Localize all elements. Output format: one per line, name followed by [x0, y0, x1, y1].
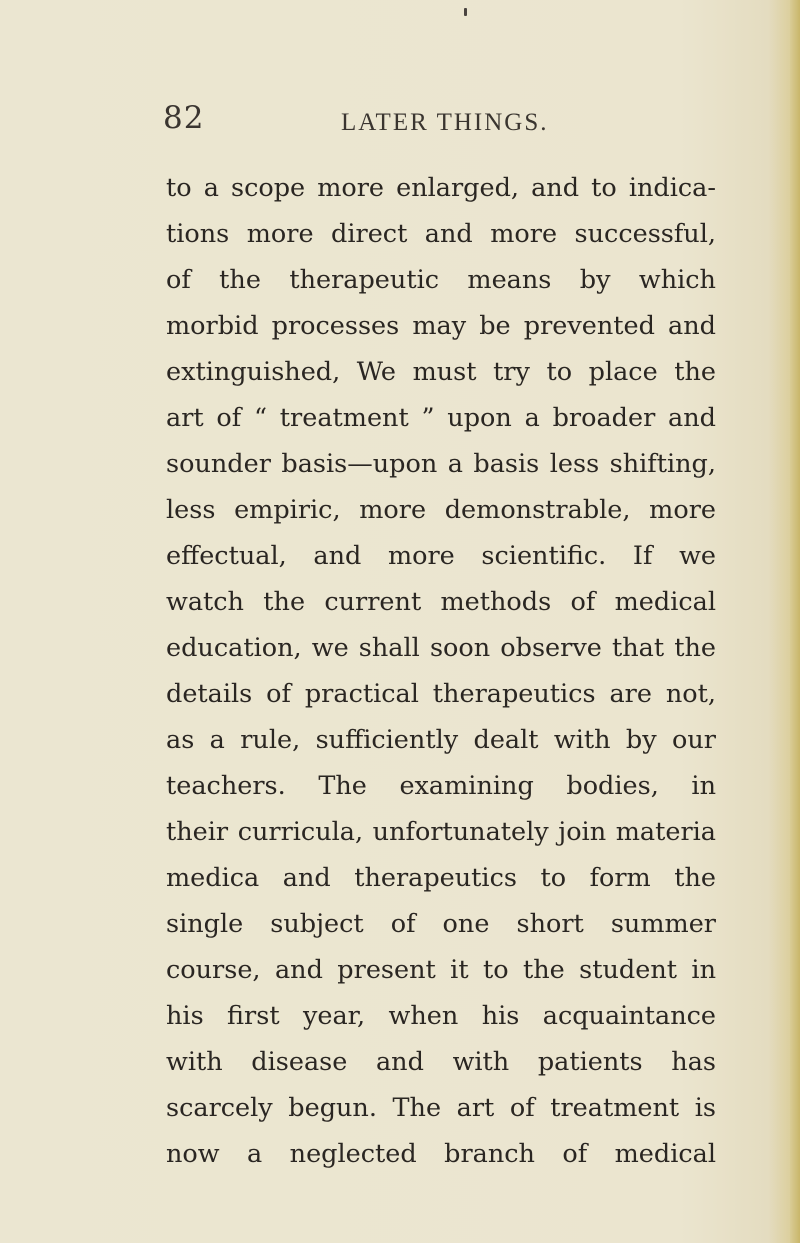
text-line: medica and therapeutics to form the: [166, 863, 716, 893]
text-line: details of practical therapeutics are not,: [166, 679, 716, 709]
text-line: with disease and with patients has: [166, 1047, 716, 1077]
ink-speck: [464, 8, 467, 16]
text-line: less empiric, more demonstrable, more: [166, 495, 716, 525]
text-line: tions more direct and more successful,: [166, 219, 716, 249]
text-line: effectual, and more scientific. If we: [166, 541, 716, 571]
text-line: his first year, when his acquaintance: [166, 1001, 716, 1031]
text-line: extinguished, We must try to place the: [166, 357, 716, 387]
text-line: of the therapeutic means by which: [166, 265, 716, 295]
text-line: scarcely begun. The art of treatment is: [166, 1093, 716, 1123]
text-line: to a scope more enlarged, and to indica-: [166, 173, 716, 203]
text-line: teachers. The examining bodies, in: [166, 771, 716, 801]
text-line: education, we shall soon observe that the: [166, 633, 716, 663]
text-line: sounder basis—upon a basis less shifting,: [166, 449, 716, 479]
text-line: now a neglected branch of medical: [166, 1139, 716, 1169]
text-line: as a rule, sufficiently dealt with by our: [166, 725, 716, 755]
page-edge: [790, 0, 800, 1243]
text-line: course, and present it to the student in: [166, 955, 716, 985]
text-line: single subject of one short summer: [166, 909, 716, 939]
text-line: art of “ treatment ” upon a broader and: [166, 403, 716, 433]
text-line: watch the current methods of medical: [166, 587, 716, 617]
text-line: morbid processes may be prevented and: [166, 311, 716, 341]
body-paragraph: [166, 165, 716, 1177]
page-number: 82: [163, 100, 205, 136]
running-title: LATER THINGS.: [341, 109, 549, 136]
text-line: their curricula, unfortunately join materia: [166, 817, 716, 847]
